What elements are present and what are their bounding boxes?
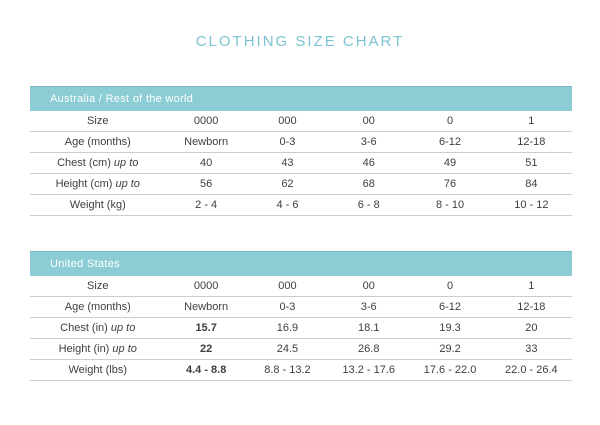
value-cell: 29.2 xyxy=(409,339,490,360)
table-title-united-states: United States xyxy=(30,252,572,277)
row-label: Height (cm) up to xyxy=(30,174,166,195)
table-row xyxy=(30,174,572,195)
value-cell: 17.6 - 22.0 xyxy=(409,360,490,381)
row-label: Age (months) xyxy=(30,297,166,318)
value-cell: 12-18 xyxy=(491,132,572,153)
value-cell: 6-12 xyxy=(409,297,490,318)
value-cell: 15.7 xyxy=(166,318,247,339)
value-cell: 3-6 xyxy=(328,297,409,318)
value-cell: 12-18 xyxy=(491,297,572,318)
table-row xyxy=(30,339,572,360)
value-cell: 4.4 - 8.8 xyxy=(166,360,247,381)
value-cell: 00 xyxy=(328,111,409,132)
table-header-band-row xyxy=(30,87,572,112)
table-row xyxy=(30,111,572,132)
table-row xyxy=(30,276,572,297)
table-row xyxy=(30,297,572,318)
value-cell: 0000 xyxy=(166,276,247,297)
page-title: CLOTHING SIZE CHART xyxy=(195,33,405,50)
value-cell: 24.5 xyxy=(247,339,328,360)
row-label: Age (months) xyxy=(30,132,166,153)
value-cell: 0000 xyxy=(166,111,247,132)
row-label: Weight (kg) xyxy=(30,195,166,216)
value-cell: 6-12 xyxy=(409,132,490,153)
value-cell: 16.9 xyxy=(247,318,328,339)
value-cell: 51 xyxy=(491,153,572,174)
value-cell: Newborn xyxy=(166,297,247,318)
value-cell: 8.8 - 13.2 xyxy=(247,360,328,381)
table-row xyxy=(30,132,572,153)
value-cell: 1 xyxy=(491,111,572,132)
row-label: Weight (lbs) xyxy=(30,360,166,381)
table-header-band-row xyxy=(30,252,572,277)
value-cell: 000 xyxy=(247,111,328,132)
value-cell: 84 xyxy=(491,174,572,195)
value-cell: 0-3 xyxy=(247,297,328,318)
value-cell: 40 xyxy=(166,153,247,174)
value-cell: 49 xyxy=(409,153,490,174)
value-cell: 2 - 4 xyxy=(166,195,247,216)
row-label: Chest (in) up to xyxy=(30,318,166,339)
value-cell: 76 xyxy=(409,174,490,195)
value-cell: 18.1 xyxy=(328,318,409,339)
value-cell: 1 xyxy=(491,276,572,297)
value-cell: 000 xyxy=(247,276,328,297)
row-label: Size xyxy=(30,111,166,132)
row-label: Height (in) up to xyxy=(30,339,166,360)
table-row xyxy=(30,195,572,216)
size-chart-table-united-states xyxy=(30,251,572,381)
row-label: Chest (cm) up to xyxy=(30,153,166,174)
row-label: Size xyxy=(30,276,166,297)
value-cell: 3-6 xyxy=(328,132,409,153)
value-cell: Newborn xyxy=(166,132,247,153)
value-cell: 20 xyxy=(491,318,572,339)
table-row xyxy=(30,360,572,381)
size-chart-table-australia xyxy=(30,86,572,216)
value-cell: 00 xyxy=(328,276,409,297)
value-cell: 33 xyxy=(491,339,572,360)
value-cell: 26.8 xyxy=(328,339,409,360)
table-title-australia: Australia / Rest of the world xyxy=(30,87,572,112)
value-cell: 62 xyxy=(247,174,328,195)
value-cell: 22 xyxy=(166,339,247,360)
value-cell: 6 - 8 xyxy=(328,195,409,216)
value-cell: 10 - 12 xyxy=(491,195,572,216)
value-cell: 56 xyxy=(166,174,247,195)
value-cell: 8 - 10 xyxy=(409,195,490,216)
table-row xyxy=(30,318,572,339)
value-cell: 0-3 xyxy=(247,132,328,153)
value-cell: 0 xyxy=(409,111,490,132)
value-cell: 22.0 - 26.4 xyxy=(491,360,572,381)
value-cell: 46 xyxy=(328,153,409,174)
table-row xyxy=(30,153,572,174)
value-cell: 19.3 xyxy=(409,318,490,339)
value-cell: 4 - 6 xyxy=(247,195,328,216)
value-cell: 43 xyxy=(247,153,328,174)
value-cell: 68 xyxy=(328,174,409,195)
value-cell: 13.2 - 17.6 xyxy=(328,360,409,381)
value-cell: 0 xyxy=(409,276,490,297)
